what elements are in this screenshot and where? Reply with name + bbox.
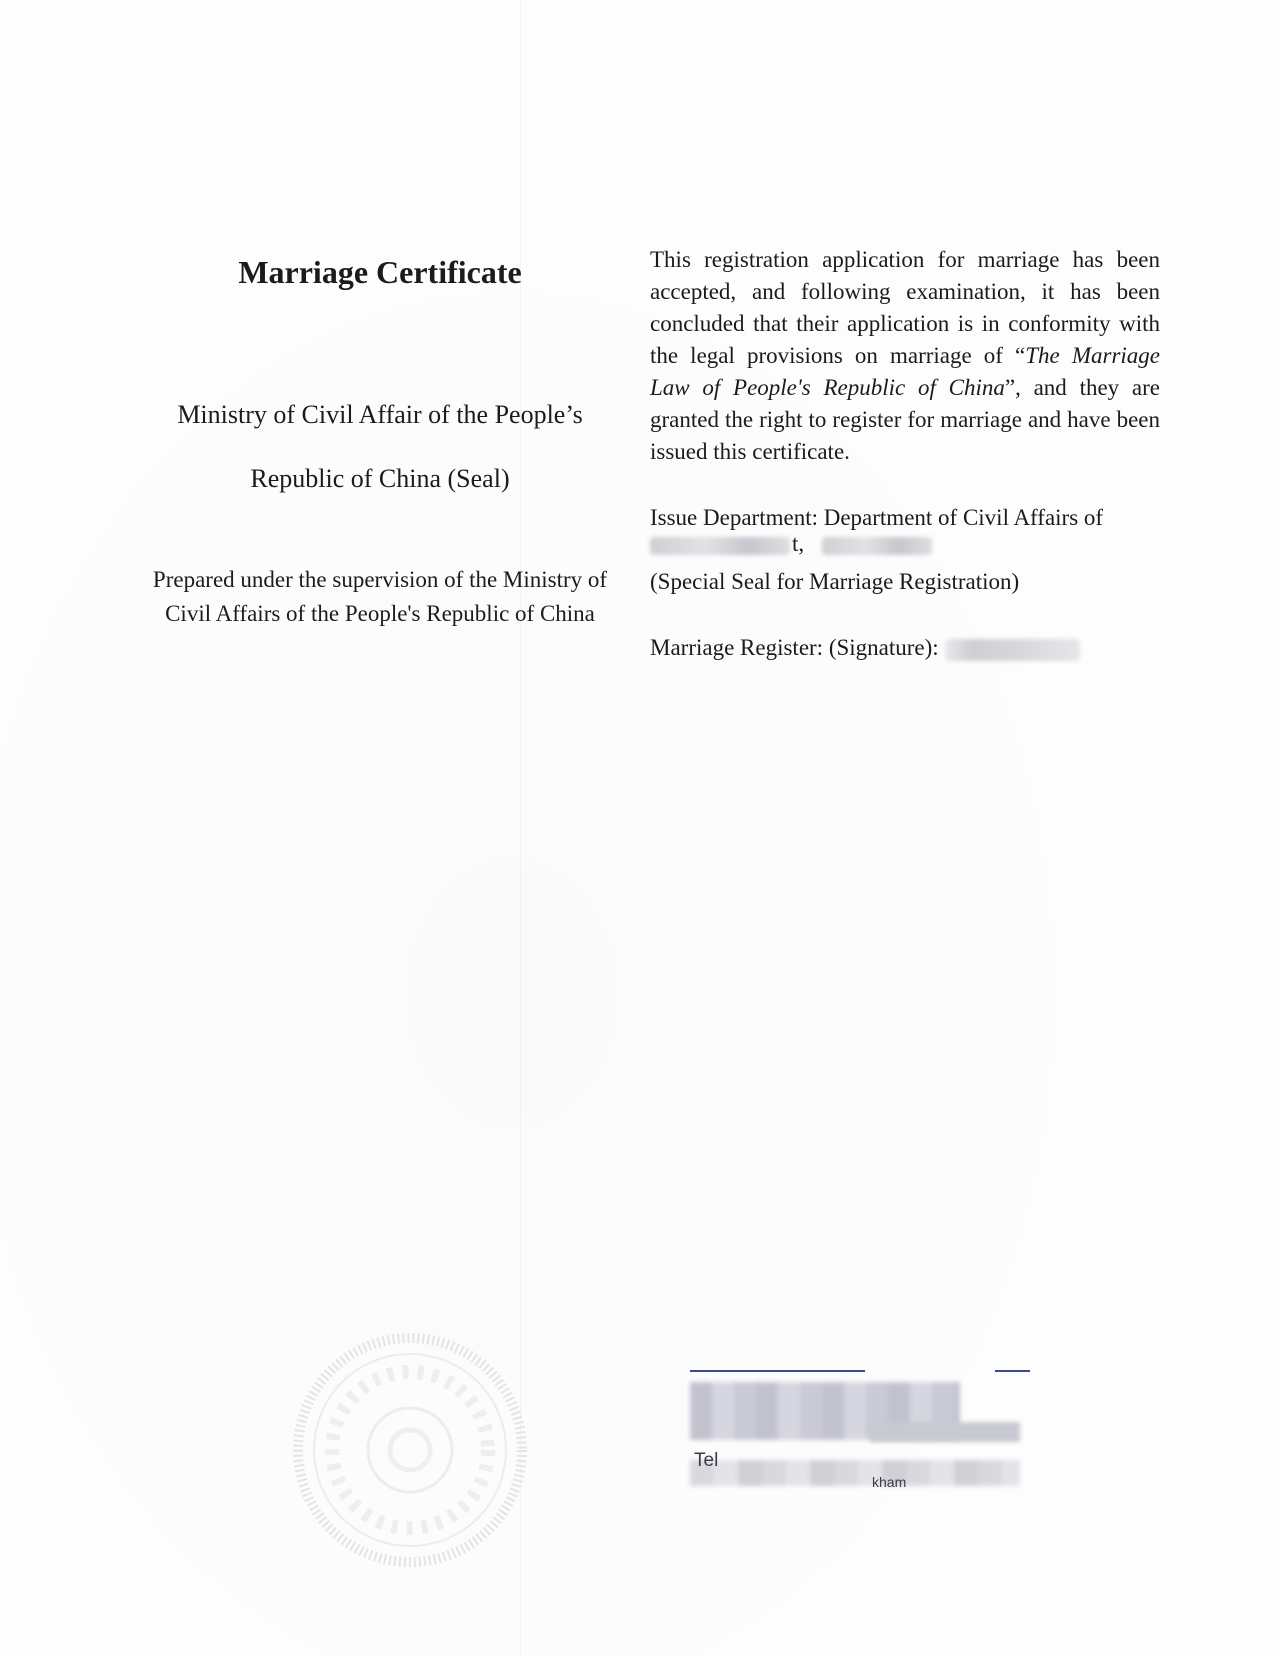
statement-text-part2: ”, and they are granted the right to register for marriage and have been issued this certificate. (650, 375, 1160, 464)
issue-department (650, 503, 1160, 559)
stamp-redaction (690, 1460, 1020, 1486)
register-label: Marriage Register: (Signature): (650, 635, 939, 660)
redacted-department-name (650, 533, 1160, 559)
prepared-line-1: Prepared under the supervision of the Ministry of (152, 567, 608, 592)
prepared-under-supervision (118, 563, 642, 631)
statement-text-part1: This registration application for marriage has been accepted, and following examination, it has been concluded that their application is in conformity with the legal provisions on marriage of “ (650, 247, 1160, 368)
stamp-redaction (870, 1422, 1020, 1442)
stamp-rule (995, 1370, 1030, 1372)
stamp-rule (690, 1370, 865, 1372)
marriage-register-signature (650, 633, 1160, 663)
redaction-block (822, 537, 932, 555)
issue-department-label: Issue Department: Department of Civil Affairs of (650, 505, 1104, 530)
company-stamp (690, 1370, 1030, 1500)
embossed-seal-icon (290, 1330, 530, 1570)
stamp-kham-fragment: kham (872, 1474, 907, 1490)
redacted-signature (945, 639, 1080, 661)
statement-law-name: The Marriage Law of People's Republic of China (650, 343, 1160, 400)
redaction-block (650, 537, 790, 555)
registration-statement (650, 244, 1160, 468)
stamp-tel-fragment: Tel (694, 1450, 719, 1471)
special-seal-line: (Special Seal for Marriage Registration) (650, 569, 1020, 594)
ministry-seal-text (120, 383, 640, 511)
prepared-line-2: Civil Affairs of the People's Republic of China (165, 601, 595, 626)
ministry-line-2: Republic of China (Seal) (250, 464, 510, 493)
ministry-line-1: Ministry of Civil Affair of the People’s (177, 400, 583, 429)
issue-department-fragment: t, (792, 531, 805, 556)
certificate-title: Marriage Certificate (238, 254, 522, 290)
